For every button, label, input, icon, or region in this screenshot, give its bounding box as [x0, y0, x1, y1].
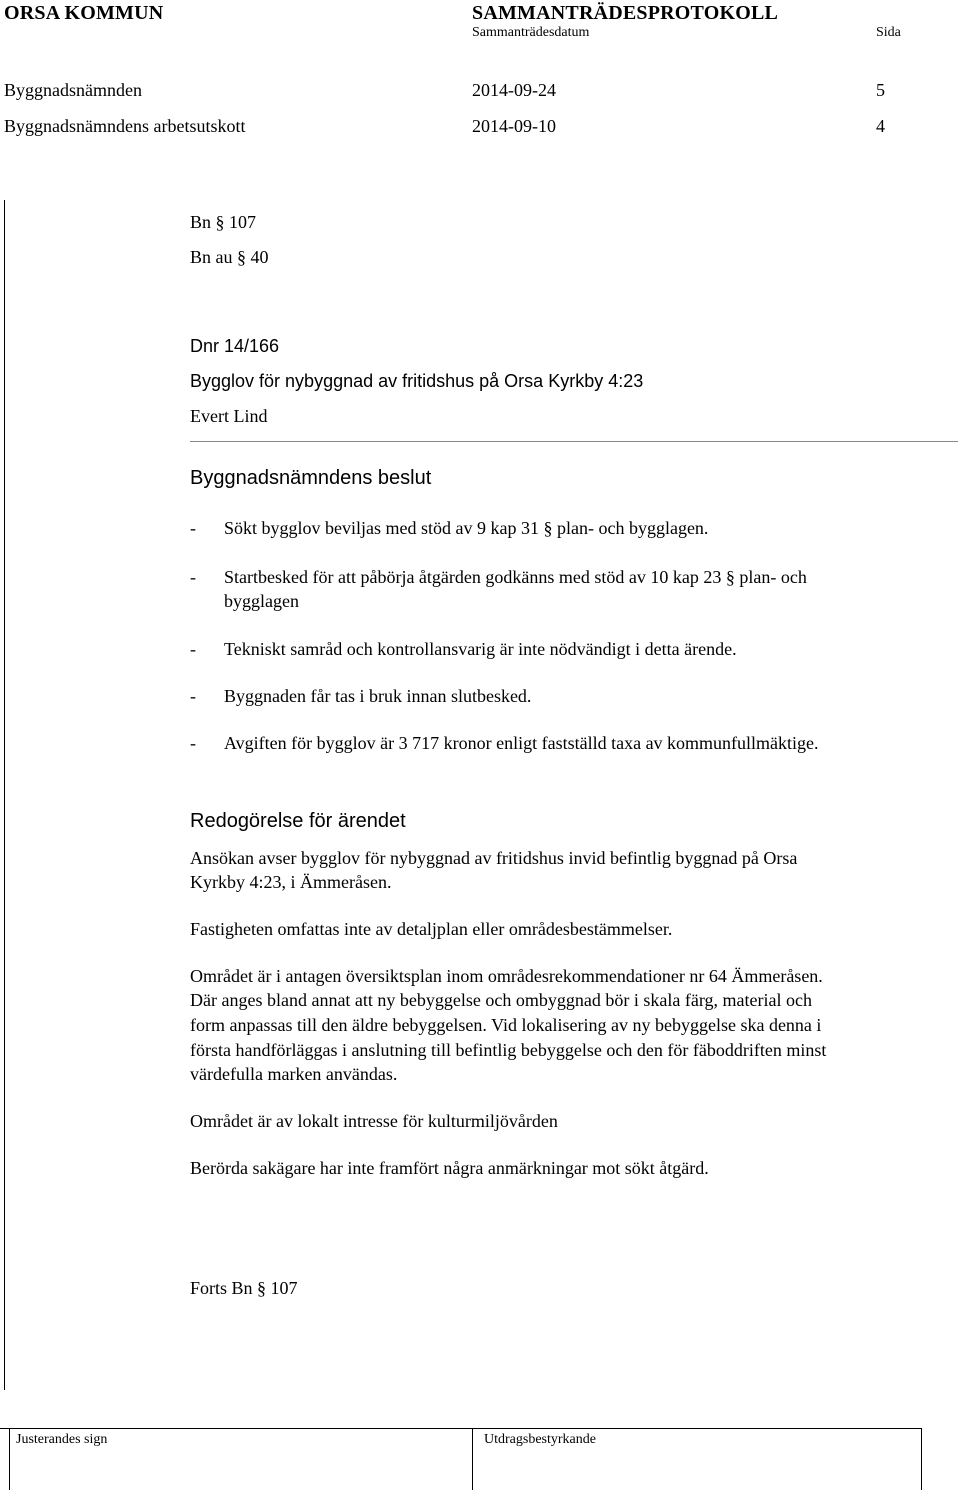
meeting-page: 5 — [876, 80, 885, 100]
report-line: form anpassas till den äldre bebyggelsen. Vid lokalisering av ny bebyggelse ska denna i — [190, 1015, 822, 1035]
decision-item: Sökt bygglov beviljas med stöd av 9 kap 31 § plan- och bygglagen. — [224, 518, 709, 538]
meeting-page: 4 — [876, 116, 885, 136]
organization-name: ORSA KOMMUN — [4, 2, 164, 24]
report-line: Området är av lokalt intresse för kulturmiljövården — [190, 1111, 558, 1131]
applicant-name: Evert Lind — [190, 406, 268, 426]
report-line: första handförläggas i anslutning till befintlig bebyggelse och den för fäboddriften minst — [190, 1040, 827, 1060]
report-line: värdefulla marken användas. — [190, 1064, 398, 1084]
meeting-date: 2014-09-10 — [472, 116, 556, 136]
decision-item: Tekniskt samråd och kontrollansvarig är inte nödvändigt i detta ärende. — [224, 639, 737, 659]
decision-item: Startbesked för att påbörja åtgärden godkänns med stöd av 10 kap 23 § plan- och — [224, 567, 807, 587]
section-divider — [190, 441, 958, 442]
paragraph-number-bn-au: Bn au § 40 — [190, 247, 269, 267]
list-bullet: - — [190, 518, 196, 538]
case-number: Dnr 14/166 — [190, 336, 280, 356]
list-bullet: - — [190, 733, 196, 753]
date-column-label: Sammanträdesdatum — [472, 25, 590, 40]
list-bullet: - — [190, 686, 196, 706]
report-line: Området är i antagen översiktsplan inom områdesrekommendationer nr 64 Ämmeråsen. — [190, 966, 823, 986]
report-line: Ansökan avser bygglov för nybyggnad av fritidshus invid befintlig byggnad på Orsa — [190, 848, 798, 868]
list-bullet: - — [190, 567, 196, 587]
report-line: Där anges bland annat att ny bebyggelse och ombyggnad bör i skala färg, material och — [190, 990, 812, 1010]
margin-line — [4, 200, 5, 1390]
report-line: Kyrkby 4:23, i Ämmeråsen. — [190, 872, 392, 892]
case-title: Bygglov för nybyggnad av fritidshus på Orsa Kyrkby 4:23 — [190, 371, 644, 391]
footer-box-border — [9, 1428, 10, 1490]
signature-label: Justerandes sign — [16, 1432, 108, 1447]
report-heading: Redogörelse för ärendet — [190, 810, 406, 832]
meeting-body: Byggnadsnämnden — [4, 80, 142, 100]
paragraph-number-bn: Bn § 107 — [190, 212, 257, 232]
decision-heading: Byggnadsnämndens beslut — [190, 467, 432, 489]
certification-label: Utdragsbestyrkande — [484, 1432, 596, 1447]
footer-box-border — [472, 1428, 473, 1490]
continuation-note: Forts Bn § 107 — [190, 1278, 298, 1298]
list-bullet: - — [190, 639, 196, 659]
decision-item-continued: bygglagen — [224, 591, 299, 611]
page-column-label: Sida — [876, 25, 901, 40]
footer-rule — [0, 1428, 922, 1429]
meeting-date: 2014-09-24 — [472, 80, 556, 100]
document-type: SAMMANTRÄDESPROTOKOLL — [472, 2, 779, 24]
report-line: Fastigheten omfattas inte av detaljplan eller områdesbestämmelser. — [190, 919, 673, 939]
report-line: Berörda sakägare har inte framfört några anmärkningar mot sökt åtgärd. — [190, 1158, 709, 1178]
decision-item: Avgiften för bygglov är 3 717 kronor enligt fastställd taxa av kommunfullmäktige. — [224, 733, 819, 753]
decision-item: Byggnaden får tas i bruk innan slutbesked. — [224, 686, 532, 706]
footer-box-border — [921, 1428, 922, 1490]
meeting-body: Byggnadsnämndens arbetsutskott — [4, 116, 246, 136]
